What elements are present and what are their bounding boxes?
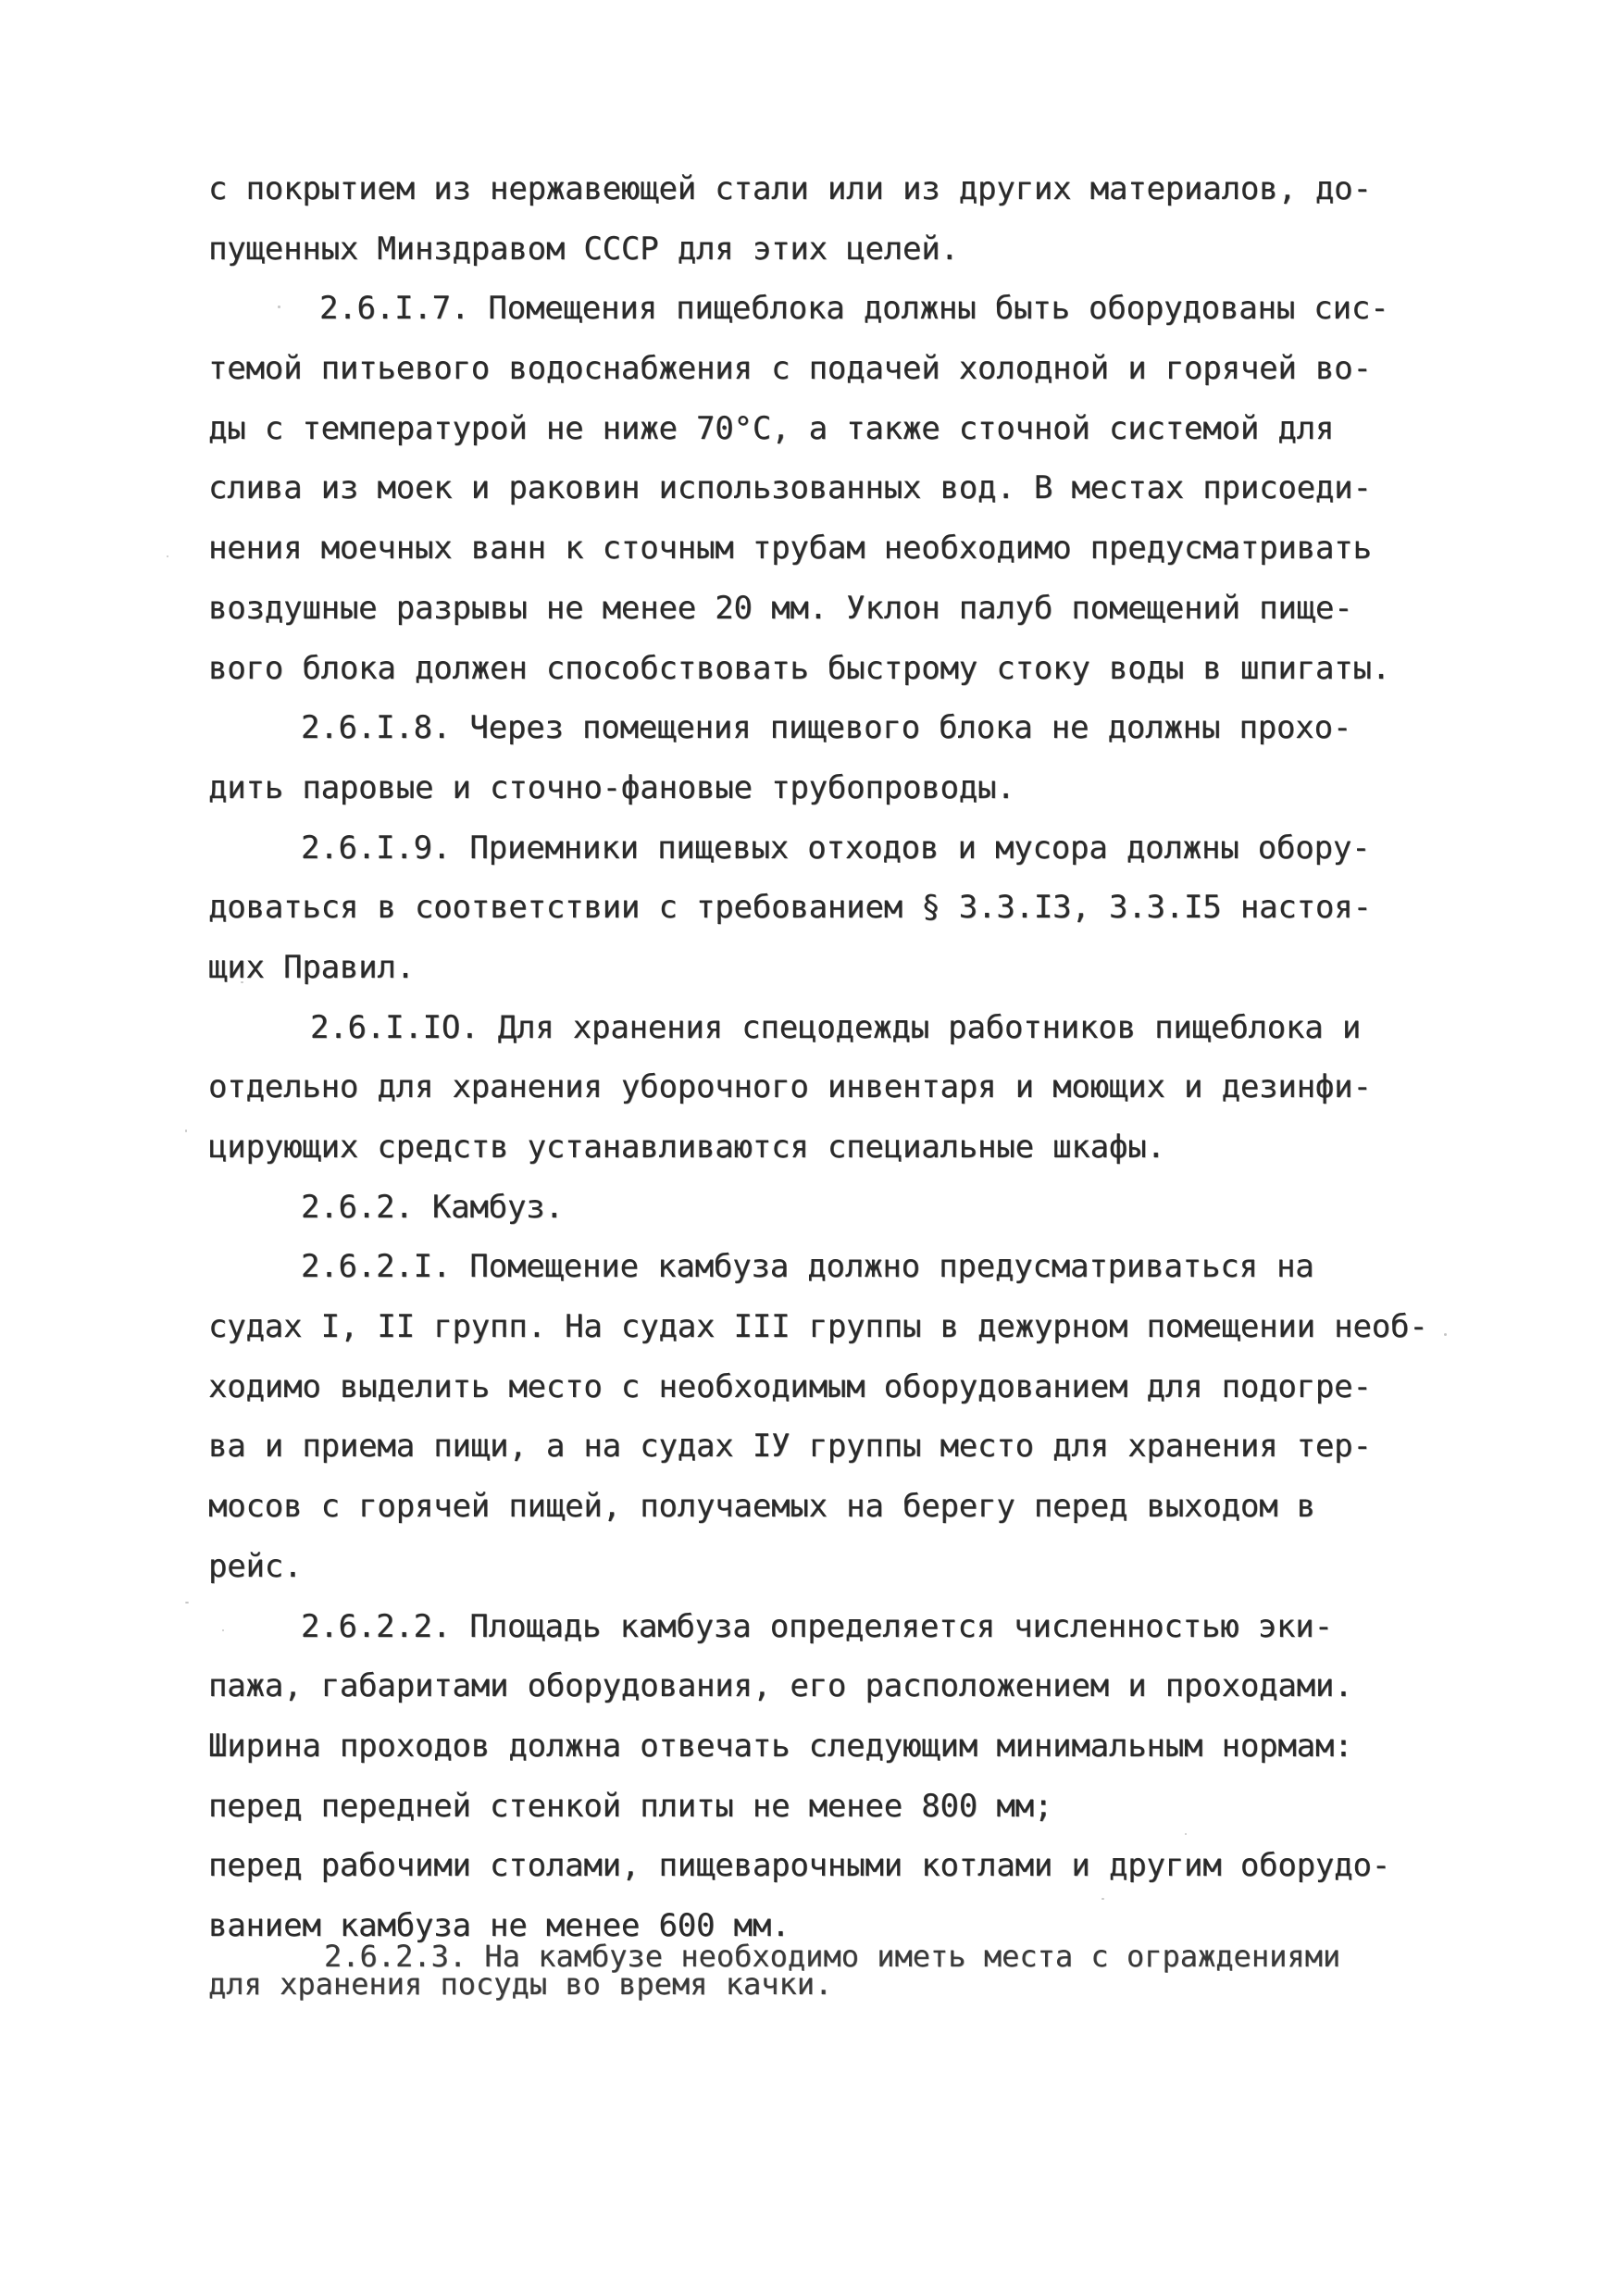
text-line: вого блока должен способствовать быстрому стоку воды в шпигаты. [208,649,1390,687]
paragraph-heading: 2.6.2.2. Площадь камбуза определяется численностью эки- [301,1607,1333,1645]
scan-speck [1444,1333,1447,1336]
text-line: ходимо выделить место с необходимым оборудованием для подогре- [208,1367,1372,1405]
text-line: нения моечных ванн к сточным трубам необходимо предусматривать [208,530,1372,568]
text-line: мосов с горячей пищей, получаемых на берегу перед выходом в [208,1488,1315,1526]
text-line: доваться в соответствии с требованием § 3.3.I3, 3.3.I5 настоя- [208,889,1372,927]
scan-speck [167,555,168,557]
text-line: ванием камбуза не менее 600 мм. [208,1906,790,1944]
text-line: слива из моек и раковин использованных вод. В местах присоеди- [208,469,1372,507]
text-line: Ширина проходов должна отвечать следующим минимальным нормам: [208,1727,1353,1765]
scan-speck [1101,1898,1104,1900]
scan-speck [278,306,280,308]
text-line: цирующих средств устанавливаются специальные шкафы. [208,1129,1165,1166]
scan-speck [241,981,243,983]
text-line: ва и приема пищи, а на судах IУ группы место для хранения тер- [208,1428,1372,1466]
paragraph-heading: 2.6.2.I. Помещение камбуза должно предусматриваться на [301,1248,1314,1286]
text-line: темой питьевого водоснабжения с подачей холодной и горячей во- [208,350,1372,388]
text-line: перед передней стенкой плиты не менее 800 мм; [208,1787,1053,1825]
scan-speck [185,1129,187,1132]
scan-speck [1185,1833,1187,1835]
text-line: перед рабочими столами, пищеварочными котлами и другим оборудо- [208,1847,1390,1885]
scan-speck [185,1602,189,1603]
text-line: пажа, габаритами оборудования, его расположением и проходами. [208,1667,1353,1705]
paragraph-heading: 2.6.I.8. Через помещения пищевого блока не должны прохо- [301,709,1352,747]
text-line: пущенных Минздравом СССР для этих целей. [208,230,959,268]
text-line: ды с температурой не ниже 70°С, а также сточной системой для [208,409,1335,447]
text-line: щих Правил. [208,948,415,986]
scan-speck [222,1629,224,1631]
text-line: судах I, II групп. На судах III группы в дежурном помещении необ- [208,1308,1428,1346]
text-line: отдельно для хранения уборочного инвентаря и моющих и дезинфи- [208,1068,1372,1106]
document-body [208,159,1439,1956]
paragraph-heading: 2.6.I.IO. Для хранения спецодежды работников пищеблока и [310,1008,1362,1046]
text-line: воздушные разрывы не менее 20 мм. Уклон палуб помещений пище- [208,589,1353,627]
text-line: рейс. [208,1547,303,1585]
text-line: для хранения посуды во время качки. [208,1966,833,2002]
text-line: дить паровые и сточно-фановые трубопроводы. [208,768,1015,806]
paragraph-heading: 2.6.2.3. На камбузе необходимо иметь места с ограждениями [324,1939,1341,1974]
text-line: с покрытием из нержавеющей стали или из других материалов, до- [208,170,1372,207]
section-heading: 2.6.2. Камбуз. [301,1188,564,1226]
paragraph-heading: 2.6.I.9. Приемники пищевых отходов и мусора должны обору- [301,829,1371,867]
paragraph-heading: 2.6.I.7. Помещения пищеблока должны быть оборудованы сис- [319,290,1389,328]
